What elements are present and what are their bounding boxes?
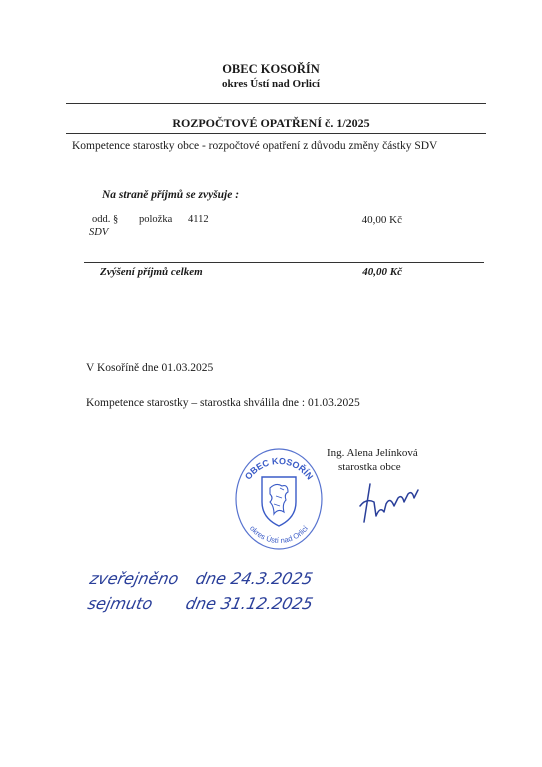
total-label: Zvýšení příjmů celkem bbox=[100, 266, 203, 278]
header-divider bbox=[66, 103, 486, 104]
item-amount: 40,00 Kč bbox=[361, 214, 402, 226]
odd-label: odd. § bbox=[92, 214, 119, 225]
title-divider bbox=[66, 133, 486, 134]
section-heading: Na straně příjmů se zvyšuje : bbox=[102, 189, 240, 201]
handwritten-published-label: zveřejněno bbox=[87, 569, 181, 588]
signatory-name: Ing. Alena Jelínková bbox=[327, 447, 418, 459]
svg-text:okres Ústí nad Orlicí: okres Ústí nad Orlicí bbox=[247, 523, 311, 546]
district-name: okres Ústí nad Orlicí bbox=[222, 78, 320, 90]
municipality-name: OBEC KOSOŘÍN bbox=[222, 62, 320, 76]
coat-of-arms-icon bbox=[262, 477, 296, 526]
total-amount: 40,00 Kč bbox=[362, 266, 402, 278]
handwritten-published-date: dne 24.3.2025 bbox=[193, 569, 315, 588]
total-divider bbox=[84, 262, 484, 263]
svg-text:OBEC KOSOŘÍN: OBEC KOSOŘÍN bbox=[242, 455, 316, 482]
description: Kompetence starostky obce - rozpočtové opatření z důvodu změny částky SDV bbox=[72, 140, 438, 152]
polozka-value: 4112 bbox=[188, 214, 209, 225]
signatory-role: starostka obce bbox=[338, 461, 401, 473]
handwritten-removed-date: dne 31.12.2025 bbox=[183, 594, 315, 613]
municipal-stamp bbox=[232, 444, 326, 554]
polozka-label: položka bbox=[139, 214, 173, 225]
place-date: V Kosoříně dne 01.03.2025 bbox=[86, 362, 214, 374]
approval-text: Kompetence starostky – starostka shválila dne : 01.03.2025 bbox=[86, 397, 360, 409]
item-note: SDV bbox=[89, 227, 109, 238]
handwritten-signature bbox=[350, 476, 430, 536]
handwritten-removed-label: sejmuto bbox=[85, 594, 155, 613]
document-title: ROZPOČTOVÉ OPATŘENÍ č. 1/2025 bbox=[172, 116, 370, 130]
